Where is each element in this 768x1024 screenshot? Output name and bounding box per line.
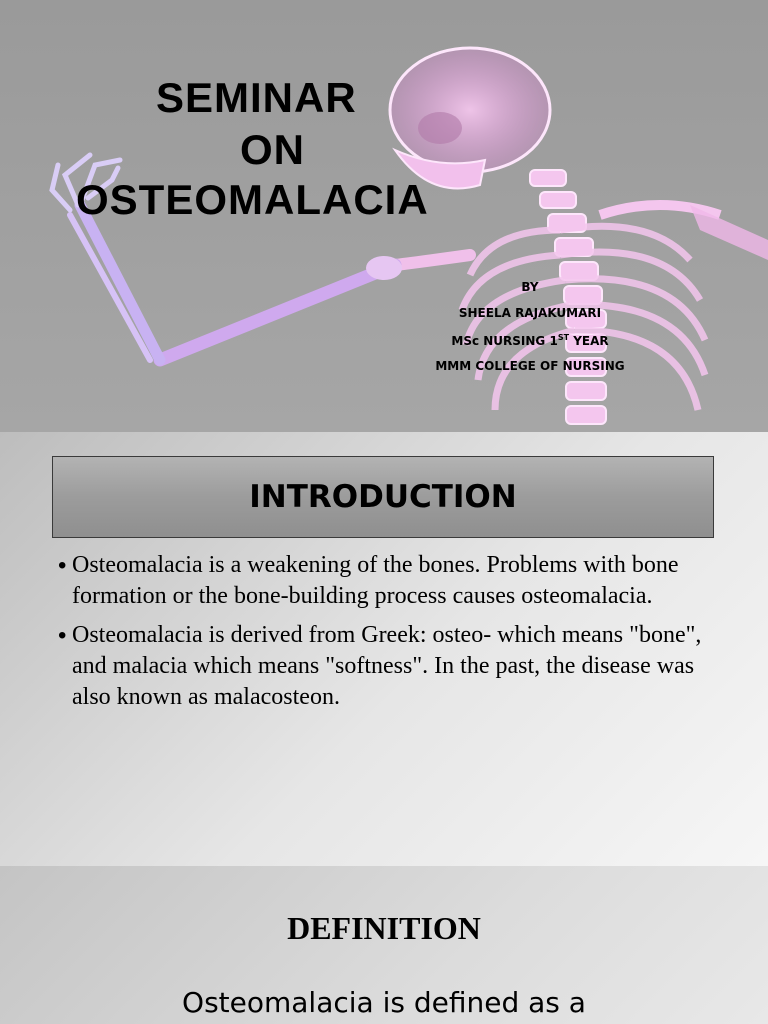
course-year — [420, 333, 640, 348]
bullet-text: Osteomalacia is a weakening of the bones. Problems with bone formation or the bone-building process causes osteomalacia. — [72, 552, 679, 609]
course-superscript: ST — [557, 333, 570, 342]
college-name: MMM COLLEGE OF NURSING — [435, 359, 625, 373]
list-item — [58, 620, 718, 713]
course-suffix: YEAR — [569, 334, 609, 348]
introduction-heading: INTRODUCTION — [249, 479, 517, 515]
title-slide — [0, 0, 768, 432]
introduction-heading-box — [52, 456, 714, 538]
list-item — [58, 550, 718, 612]
author-name: SHEELA RAJAKUMARI — [458, 306, 602, 320]
definition-heading: DEFINITION — [287, 910, 481, 946]
by-label: BY — [521, 280, 539, 294]
title-line-on: ON — [240, 126, 305, 173]
bullet-icon: • — [58, 622, 67, 649]
course-prefix: MSc NURSING 1 — [451, 334, 558, 348]
definition-text: Osteomalacia is defined as a — [182, 986, 586, 1019]
title-line-topic: OSTEOMALACIA — [76, 176, 429, 223]
bullet-icon: • — [58, 552, 67, 579]
introduction-bullet-list — [58, 550, 718, 721]
title-line-seminar: SEMINAR — [156, 74, 357, 121]
definition-slide — [0, 866, 768, 1024]
bullet-text: Osteomalacia is derived from Greek: osteo- which means "bone", and malacia which means "softness". In the past, the disease was also known as malacosteon. — [72, 622, 702, 710]
introduction-slide — [0, 432, 768, 866]
